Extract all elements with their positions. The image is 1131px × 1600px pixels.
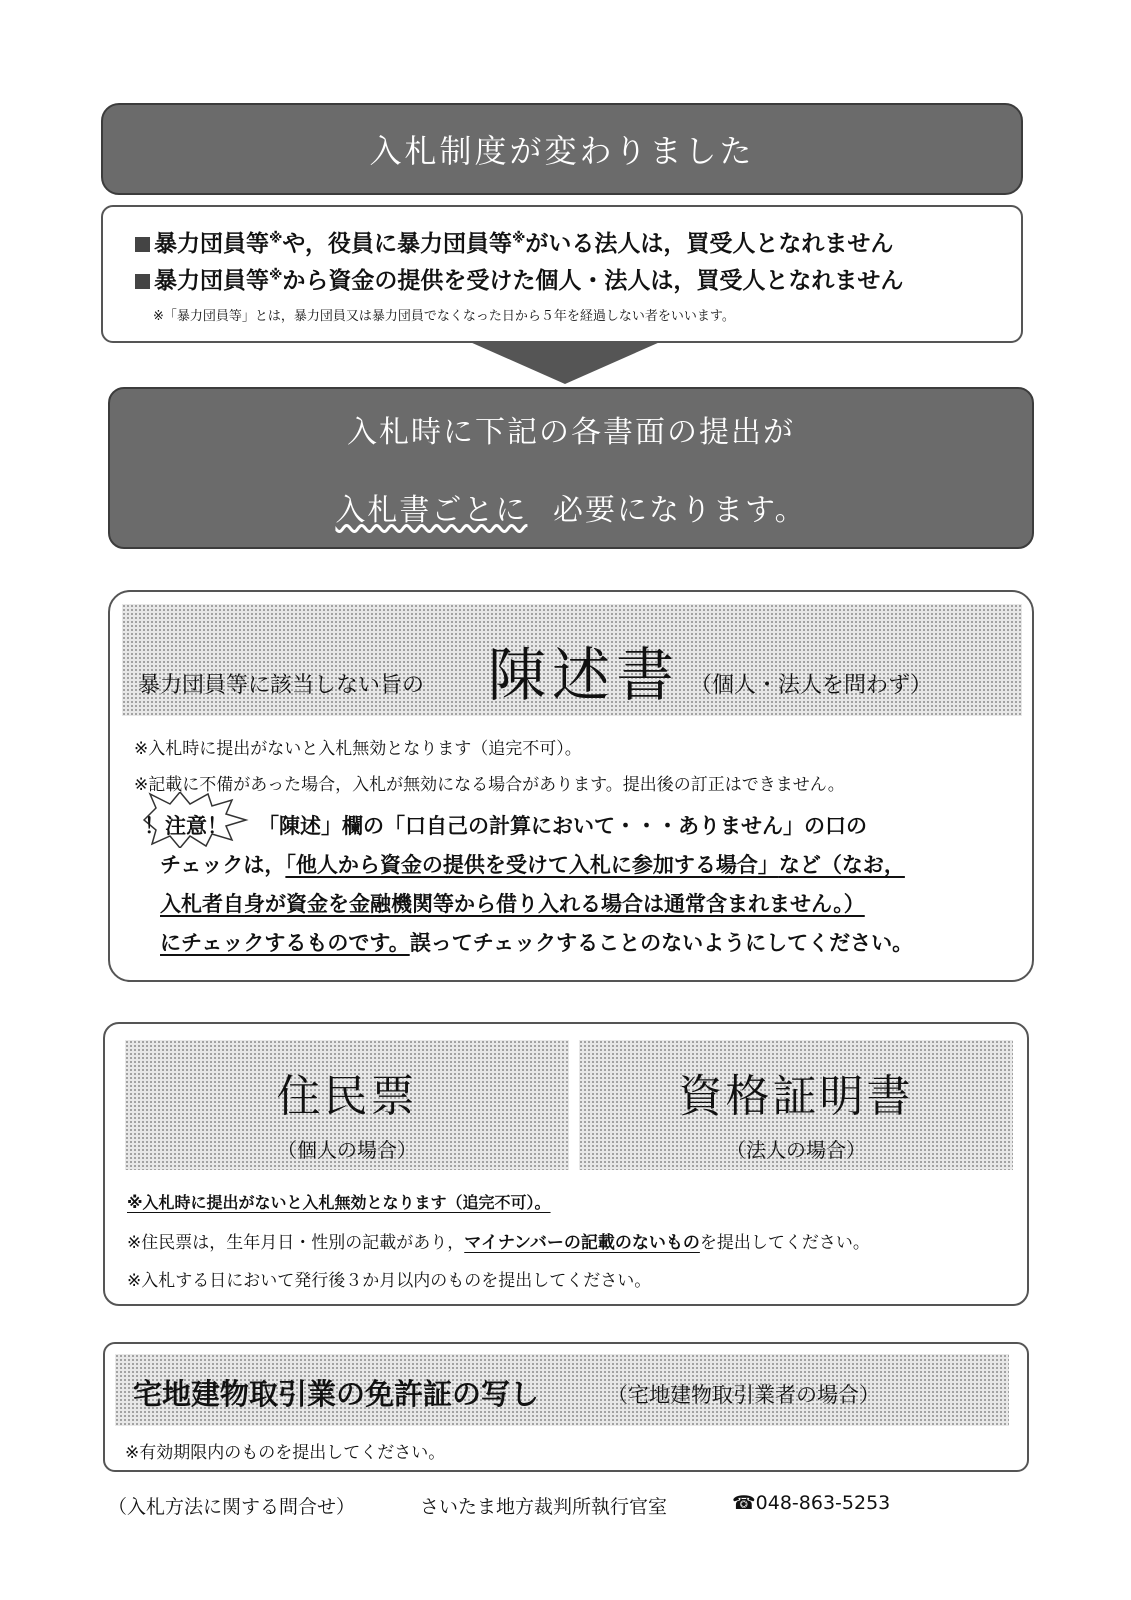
phone-icon: ☎ <box>732 1492 756 1514</box>
submission-banner <box>108 387 1034 549</box>
caution-label: ！注意！ <box>144 814 228 838</box>
documents-note-1: ※入札時に提出がないと入札無効となります（追完不可）。 <box>127 1193 551 1212</box>
license-title: 宅地建物取引業の免許証の写し <box>133 1377 540 1411</box>
residence-sub: （個人の場合） <box>277 1138 417 1162</box>
statement-note-1: ※入札時に提出がないと入札無効となります（追完不可）。 <box>134 739 582 759</box>
documents-note-3: ※入札する日において発行後３か月以内のものを提出してください。 <box>127 1271 652 1291</box>
statement-note-2: ※記載に不備があった場合，入札が無効になる場合があります。提出後の訂正はできません。 <box>134 775 845 795</box>
footer-inquiry: （入札方法に関する問合せ） <box>108 1496 356 1518</box>
statement-title: 陳述書 <box>488 641 681 709</box>
definition-note: ※「暴力団員等」とは，暴力団員又は暴力団員でなくなった日から５年を経過しない者をいいます。 <box>153 309 735 324</box>
license-header <box>115 1354 1009 1426</box>
documents-box <box>103 1022 1029 1306</box>
qualification-title: 資格証明書 <box>678 1071 914 1122</box>
residence-card-panel <box>125 1040 569 1170</box>
rule-line-2: 暴力団員等※から資金の提供を受けた個人・法人は，買受人となれません <box>135 262 903 295</box>
qualification-panel <box>579 1040 1013 1170</box>
banner-title-text: 入札制度が変わりました <box>369 132 755 170</box>
documents-note-2: ※住民票は，生年月日・性別の記載があり，マイナンバーの記載のないものを提出してください。 <box>127 1233 870 1253</box>
down-arrow-icon <box>470 342 660 386</box>
submission-line-2: 入札書ごとに 必要になります。 <box>335 493 807 528</box>
square-bullet-icon <box>135 237 150 252</box>
per-bid-emphasis: 入札書ごとに <box>335 493 528 528</box>
footer-phone <box>732 1492 890 1514</box>
license-scope: （宅地建物取引業者の場合） <box>607 1383 880 1407</box>
statement-box <box>108 590 1034 982</box>
statement-scope: （個人・法人を問わず） <box>690 673 933 698</box>
square-bullet-icon <box>135 274 150 289</box>
submission-line-1: 入札時に下記の各書面の提出が <box>347 415 795 450</box>
footer-office: さいたま地方裁判所執行官室 <box>420 1496 668 1518</box>
banner-title <box>101 103 1023 195</box>
license-note: ※有効期限内のものを提出してください。 <box>125 1443 446 1463</box>
disqualification-box <box>101 205 1023 343</box>
statement-header <box>122 604 1022 716</box>
caution-line-3: 入札者自身が資金を金融機関等から借り入れる場合は通常含まれません。） <box>160 892 865 916</box>
rule-line-1: 暴力団員等※や，役員に暴力団員等※がいる法人は，買受人となれません <box>135 225 893 258</box>
caution-line-4: にチェックするものです。誤ってチェックすることのないようにしてください。 <box>160 931 914 955</box>
license-box <box>103 1342 1029 1472</box>
residence-title: 住民票 <box>276 1071 418 1122</box>
statement-pre: 暴力団員等に該当しない旨の <box>138 673 425 698</box>
phone-number[interactable]: 048-863-5253 <box>755 1492 891 1514</box>
caution-line-1: 「陳述」欄の「口自己の計算において・・・ありません」の口の <box>258 814 867 838</box>
caution-line-2: チェックは，「他人から資金の提供を受けて入札に参加する場合」など（なお， <box>160 853 905 877</box>
qualification-sub: （法人の場合） <box>726 1138 866 1162</box>
